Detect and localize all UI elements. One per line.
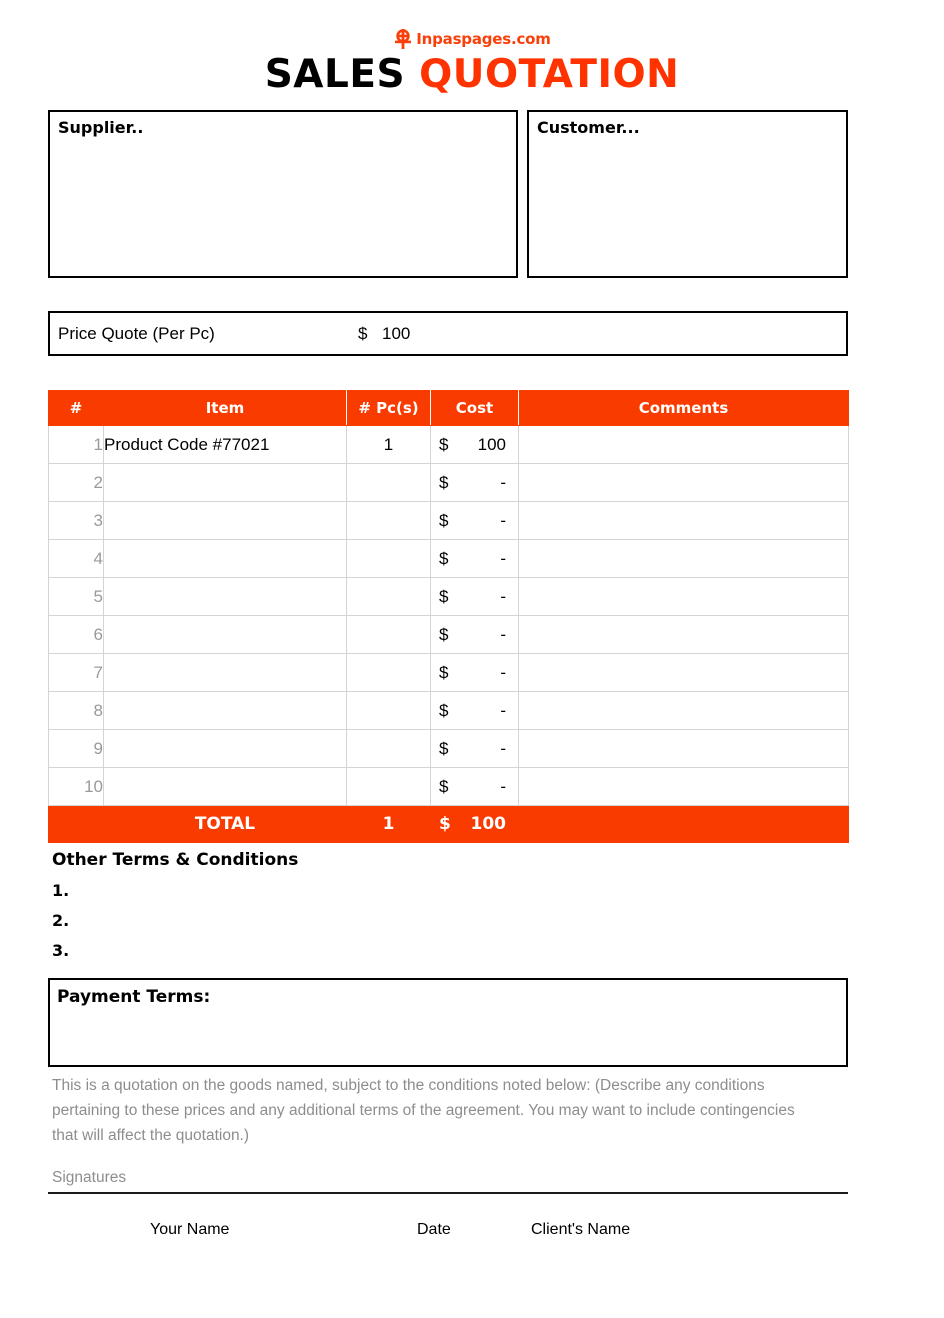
customer-box[interactable]: [527, 110, 848, 278]
row-comments[interactable]: [519, 426, 849, 464]
payment-terms-label: Payment Terms:: [57, 987, 211, 1007]
row-comments[interactable]: [519, 540, 849, 578]
row-cost-currency: $: [439, 586, 449, 606]
signature-date-label: Date: [417, 1221, 451, 1238]
column-header-item: Item: [104, 391, 347, 426]
total-spacer: [49, 806, 104, 843]
row-cost[interactable]: [431, 768, 519, 806]
row-number: 3: [49, 502, 104, 540]
total-comments-spacer: [519, 806, 849, 843]
row-cost-value: -: [500, 738, 506, 758]
row-cost[interactable]: [431, 616, 519, 654]
row-comments[interactable]: [519, 502, 849, 540]
row-item[interactable]: Product Code #77021: [104, 426, 347, 464]
signature-divider: [48, 1192, 848, 1194]
row-cost-currency: $: [439, 662, 449, 682]
items-table-footer: [49, 806, 849, 843]
column-header-comments: Comments: [519, 391, 849, 426]
row-comments[interactable]: [519, 654, 849, 692]
disclaimer-text: This is a quotation on the goods named, subject to the conditions noted below: (Describe any conditions pertaining to these prices and any additional terms of the agreement. You may want to include contingencies that will affect the quotation.): [52, 1077, 795, 1144]
row-number: 2: [49, 464, 104, 502]
row-cost-currency: $: [439, 434, 449, 454]
table-row[interactable]: [49, 464, 849, 502]
row-item[interactable]: [104, 692, 347, 730]
row-cost-currency: $: [439, 776, 449, 796]
table-row[interactable]: [49, 692, 849, 730]
row-pieces[interactable]: [347, 578, 431, 616]
table-row[interactable]: [49, 616, 849, 654]
row-number: 5: [49, 578, 104, 616]
row-comments[interactable]: [519, 768, 849, 806]
row-pieces[interactable]: [347, 540, 431, 578]
row-cost-value: -: [500, 624, 506, 644]
price-quote-label: Price Quote (Per Pc): [58, 323, 215, 343]
row-item[interactable]: [104, 616, 347, 654]
customer-label: Customer...: [537, 118, 640, 137]
total-row: [49, 806, 849, 843]
row-cost-currency: $: [439, 510, 449, 530]
signatures-section-label: Signatures: [52, 1169, 127, 1186]
row-cost-value: 100: [477, 434, 506, 454]
row-item[interactable]: [104, 578, 347, 616]
row-cost-currency: $: [439, 738, 449, 758]
row-cost[interactable]: [431, 540, 519, 578]
other-terms-item-1[interactable]: 1.: [52, 881, 70, 900]
signature-your-name-label: Your Name: [150, 1221, 230, 1238]
row-cost-value: -: [500, 510, 506, 530]
column-header-cost: Cost: [431, 391, 519, 426]
price-quote-row[interactable]: [48, 311, 848, 356]
other-terms-heading: Other Terms & Conditions: [52, 850, 299, 870]
total-pieces: 1: [347, 806, 431, 843]
row-cost-currency: $: [439, 548, 449, 568]
row-cost[interactable]: [431, 578, 519, 616]
row-cost-currency: $: [439, 700, 449, 720]
row-item[interactable]: [104, 654, 347, 692]
row-number: 7: [49, 654, 104, 692]
total-cost-value: 100: [470, 814, 506, 834]
row-item[interactable]: [104, 768, 347, 806]
row-cost-value: -: [500, 662, 506, 682]
row-pieces[interactable]: [347, 502, 431, 540]
row-number: 9: [49, 730, 104, 768]
total-label: TOTAL: [104, 806, 347, 843]
row-pieces[interactable]: [347, 464, 431, 502]
page-title-sales: SALES: [264, 52, 406, 97]
table-row[interactable]: [49, 730, 849, 768]
supplier-box[interactable]: [48, 110, 518, 278]
items-table-body: [49, 426, 849, 806]
price-quote-currency: $: [358, 323, 368, 343]
row-number: 6: [49, 616, 104, 654]
total-cost-currency: $: [439, 814, 451, 834]
brand-header: [0, 28, 944, 50]
payment-terms-box[interactable]: [48, 978, 848, 1067]
page-title: [0, 54, 944, 97]
table-row[interactable]: [49, 578, 849, 616]
row-cost[interactable]: [431, 692, 519, 730]
row-comments[interactable]: [519, 692, 849, 730]
table-row[interactable]: [49, 502, 849, 540]
row-item[interactable]: [104, 464, 347, 502]
other-terms-item-3[interactable]: 3.: [52, 941, 70, 960]
table-header-row: [49, 391, 849, 426]
row-number: 1: [49, 426, 104, 464]
row-cost[interactable]: [431, 502, 519, 540]
row-pieces[interactable]: [347, 692, 431, 730]
row-cost-value: -: [500, 472, 506, 492]
row-cost[interactable]: [431, 426, 519, 464]
table-row[interactable]: [49, 426, 849, 464]
signature-client-name-label: Client's Name: [531, 1221, 631, 1238]
table-row[interactable]: [49, 540, 849, 578]
row-pieces[interactable]: [347, 654, 431, 692]
row-cost-currency: $: [439, 472, 449, 492]
supplier-label: Supplier..: [58, 118, 144, 137]
row-comments[interactable]: [519, 616, 849, 654]
row-item[interactable]: [104, 502, 347, 540]
row-cost[interactable]: [431, 654, 519, 692]
row-cost-value: -: [500, 776, 506, 796]
row-number: 4: [49, 540, 104, 578]
crosshair-target-icon: [393, 28, 413, 50]
other-terms-item-2[interactable]: 2.: [52, 911, 70, 930]
row-item[interactable]: [104, 540, 347, 578]
price-quote-value: 100: [382, 323, 411, 343]
row-comments[interactable]: [519, 578, 849, 616]
table-row[interactable]: [49, 654, 849, 692]
row-comments[interactable]: [519, 464, 849, 502]
row-number: 10: [49, 768, 104, 806]
column-header-number: #: [49, 391, 104, 426]
row-pieces[interactable]: [347, 730, 431, 768]
row-number: 8: [49, 692, 104, 730]
row-cost-value: -: [500, 548, 506, 568]
table-row[interactable]: [49, 768, 849, 806]
column-header-pieces: # Pc(s): [347, 391, 431, 426]
brand-name: Inpaspages.com: [416, 29, 551, 48]
row-cost-currency: $: [439, 624, 449, 644]
row-pieces[interactable]: 1: [347, 426, 431, 464]
row-comments[interactable]: [519, 730, 849, 768]
row-cost-value: -: [500, 586, 506, 606]
row-cost-value: -: [500, 700, 506, 720]
items-table: [48, 390, 849, 843]
row-pieces[interactable]: [347, 616, 431, 654]
row-pieces[interactable]: [347, 768, 431, 806]
row-item[interactable]: [104, 730, 347, 768]
total-cost: [431, 806, 519, 843]
items-table-header: [49, 391, 849, 426]
page-title-quotation: QUOTATION: [419, 52, 680, 97]
row-cost[interactable]: [431, 730, 519, 768]
row-cost[interactable]: [431, 464, 519, 502]
